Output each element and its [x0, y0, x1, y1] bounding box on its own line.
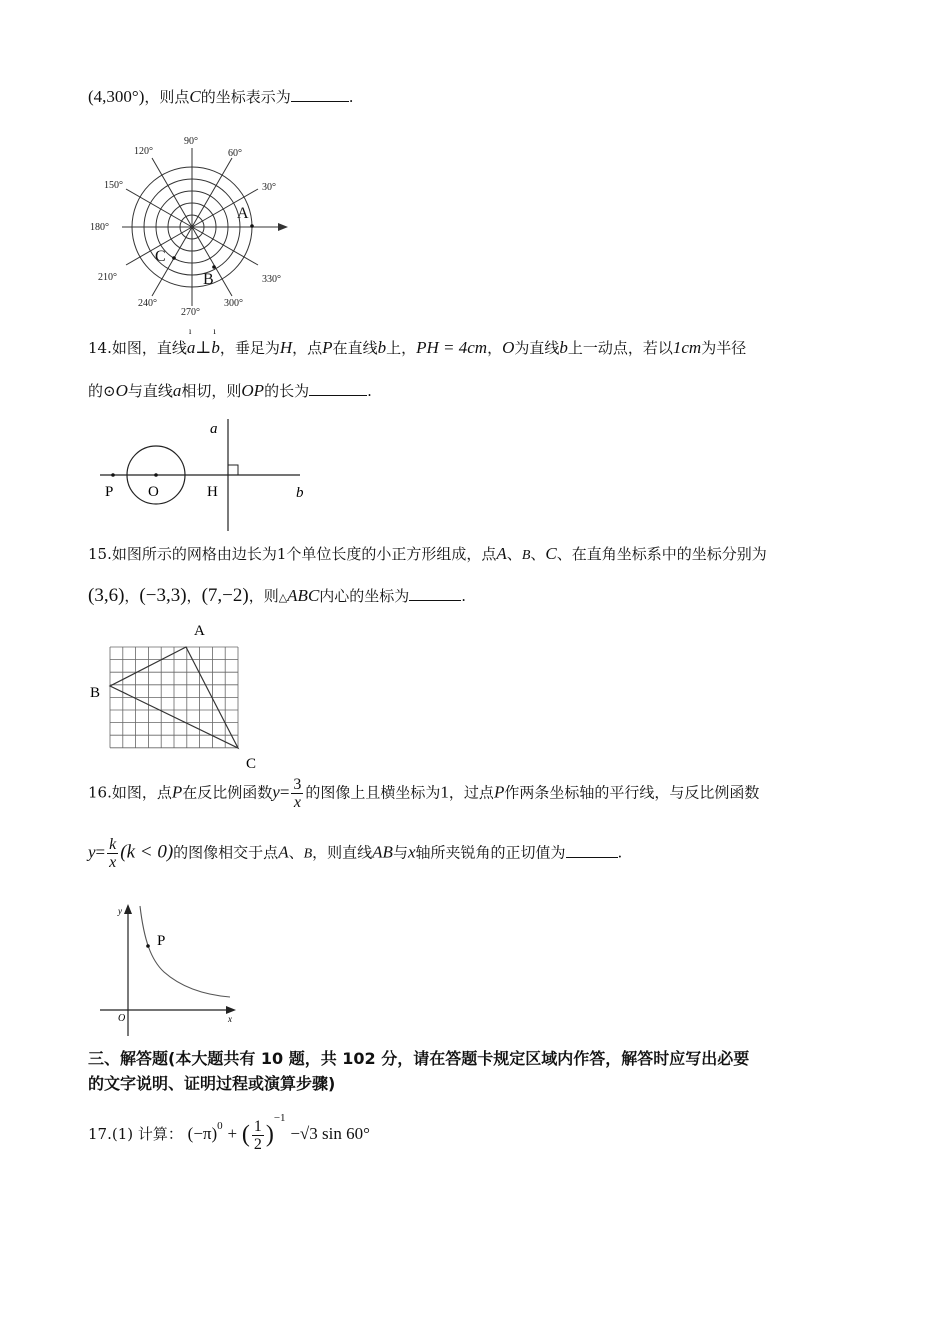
- inverse-function-figure: [96, 900, 246, 1040]
- grid-label-a: A: [194, 623, 205, 639]
- answer-blank: [409, 586, 461, 601]
- origin-label: O: [118, 1013, 126, 1024]
- fraction-3-over-x: $\frac{3}{x}$: [293, 776, 302, 811]
- grid-label-c: C: [246, 756, 257, 772]
- q13-line: (4,300°)，则点C的坐标表示为 .: [88, 87, 354, 106]
- grid-triangle-figure: [86, 620, 276, 775]
- section-heading: 三、解答题(本大题共有 10 题，共 102 分，请在答题卡规定区域内作答，解答时应写出必要: [88, 1049, 750, 1068]
- label-o: O: [148, 484, 159, 500]
- answer-blank: [566, 843, 618, 858]
- angle-label: 180°: [90, 222, 109, 233]
- point-o-marker: [154, 473, 158, 477]
- label-b: b: [296, 485, 304, 501]
- grid-label-b: B: [90, 685, 101, 701]
- polar-axis-arrow-icon: [278, 223, 288, 231]
- q16-line1: 16.如图，点P在反比例函数y= $\frac{3}{x}$ 的图像上且横坐标为1，过点P作两条坐标轴的平行线，与反比例函数: [88, 776, 760, 811]
- q17-line: 17.(1) 计算： $(-\pi)^0$ + ( $\frac{1}{2}$ )$^{-1}$ −√3 sin 60°: [88, 1112, 370, 1153]
- grid-lines: [110, 647, 238, 748]
- angle-label: 300°: [224, 298, 243, 309]
- angle-label: 210°: [98, 272, 117, 283]
- y-axis-arrow-icon: [124, 904, 132, 914]
- point-p-marker: [146, 944, 150, 948]
- q14-line2: 的⊙O与直线a相切，则OP的长为 .: [88, 381, 372, 400]
- label-p: P: [105, 484, 114, 500]
- tangent-line-figure: [96, 415, 316, 535]
- angle-label: 240°: [138, 298, 157, 309]
- axis-label-x: x: [228, 1014, 232, 1024]
- point-p-marker: [111, 473, 115, 477]
- angle-label: 60°: [228, 148, 242, 159]
- q15-line1: 15.如图所示的网格由边长为1个单位长度的小正方形组成，点A、B、C、在直角坐标系中的坐标分别为: [88, 544, 767, 563]
- point-c-label: C: [155, 248, 166, 265]
- angle-label: 90°: [184, 136, 198, 147]
- label-h: H: [207, 484, 218, 500]
- curve-label-p: P: [157, 933, 166, 949]
- angle-label: 30°: [262, 182, 276, 193]
- point-c-marker: [172, 256, 176, 260]
- angle-label: 150°: [104, 180, 123, 191]
- right-angle-mark: [228, 465, 238, 475]
- q16-line2: y= $\frac{k}{x}$ (k < 0)的图像相交于点A、B，则直线AB与x轴所夹锐角的正切值为 .: [88, 836, 623, 871]
- answer-blank: [291, 87, 349, 102]
- polar-rays: [122, 148, 282, 306]
- fraction-one-half: $\frac{1}{2}$: [253, 1117, 262, 1153]
- axis-label-y: y: [118, 906, 122, 916]
- point-b-label: B: [203, 271, 214, 288]
- fraction-k-over-x: $\frac{k}{x}$: [109, 836, 117, 871]
- polar-coordinate-figure: [86, 130, 296, 320]
- q14-line1: 14.如图，直线 ı a⊥ ı b，垂足为H，点P在直线b上，PH = 4cm，O为直线b上一动点，若以1cm为半径: [88, 326, 747, 357]
- angle-label: 330°: [262, 274, 281, 285]
- point-b-marker: [212, 265, 216, 269]
- q15-line2: (3,6)，(−3,3)，(7,−2)，则△ABC内心的坐标为 .: [88, 585, 467, 606]
- answer-blank: [309, 381, 367, 396]
- label-a: a: [210, 421, 218, 437]
- x-axis-arrow-icon: [226, 1006, 236, 1014]
- point-a-label: A: [237, 205, 249, 222]
- q13-coord: (4,300°): [88, 87, 145, 106]
- hyperbola-curve: [140, 906, 230, 997]
- point-a-marker: [250, 224, 254, 228]
- angle-label: 120°: [134, 146, 153, 157]
- angle-label: 270°: [181, 307, 200, 318]
- section-heading-cont: 的文字说明、证明过程或演算步骤): [88, 1074, 336, 1093]
